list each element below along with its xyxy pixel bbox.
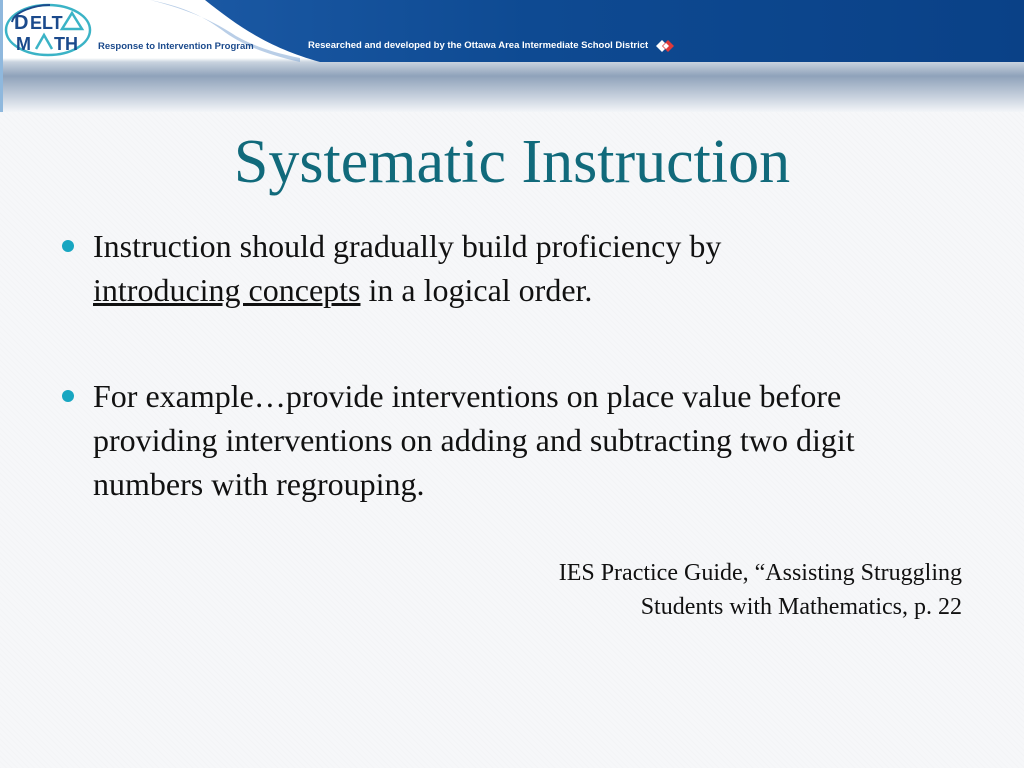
svg-text:ELT: ELT bbox=[30, 13, 63, 33]
research-label: Researched and developed by the Ottawa Area Intermediate School District bbox=[308, 40, 649, 51]
header-blue-swoosh bbox=[0, 0, 1024, 62]
bullet-item-proficiency bbox=[62, 224, 942, 312]
bullet-icon bbox=[62, 390, 74, 402]
bullet-text: For example…provide interventions on place value before providing interventions on adding and subtracting two digit numbers with regrouping. bbox=[93, 378, 855, 502]
svg-text:D: D bbox=[14, 12, 29, 34]
header-banner bbox=[0, 0, 1024, 112]
bullet-text-line2: in a logical order. bbox=[360, 272, 593, 308]
citation-line1: IES Practice Guide, “Assisting Struggling bbox=[558, 560, 962, 586]
header-left-rule bbox=[0, 0, 3, 112]
district-logo-icon bbox=[654, 37, 676, 55]
delta-math-logo bbox=[4, 2, 96, 58]
citation-line2: Students with Mathematics, p. 22 bbox=[640, 594, 962, 620]
svg-text:M: M bbox=[16, 34, 31, 54]
bullet-underlined-phrase: introducing concepts bbox=[93, 272, 361, 308]
citation bbox=[362, 556, 962, 624]
bullet-text-line1: Instruction should gradually build proficiency by bbox=[93, 228, 722, 264]
program-label: Response to Intervention Program bbox=[98, 41, 254, 52]
page-title: Systematic Instruction bbox=[233, 128, 791, 196]
bullet-icon bbox=[62, 240, 74, 252]
bullet-text bbox=[93, 224, 942, 312]
svg-text:TH: TH bbox=[54, 34, 78, 54]
bullet-item-example bbox=[62, 374, 942, 506]
